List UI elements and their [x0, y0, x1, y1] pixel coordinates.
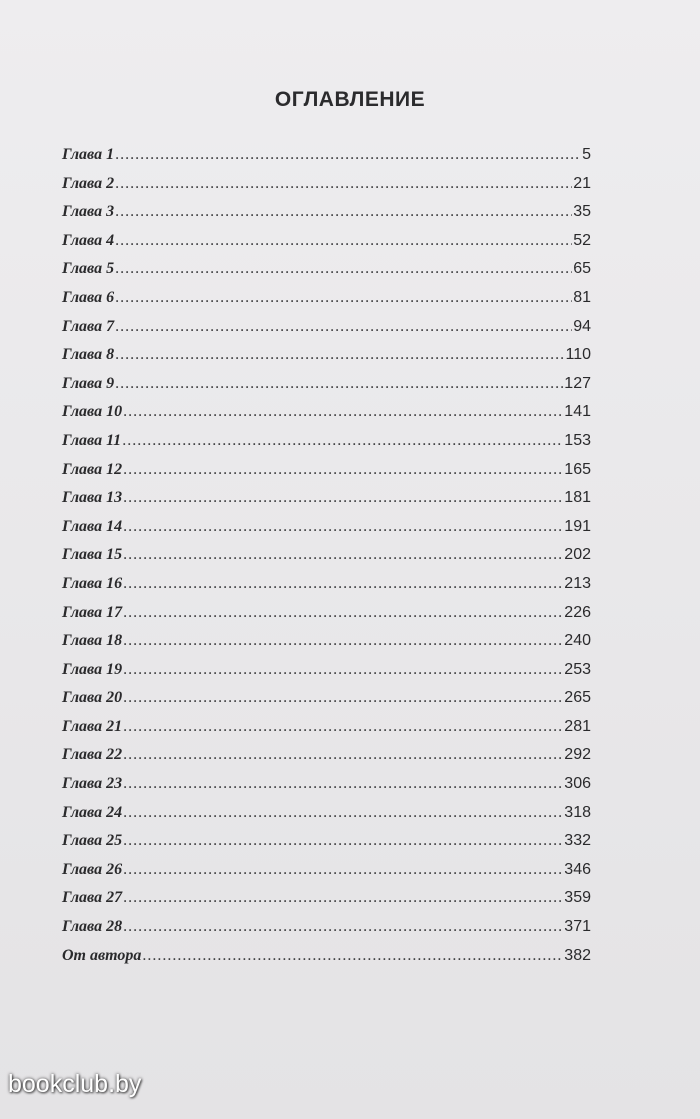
toc-entry-label: Глава 5 — [62, 260, 115, 278]
toc-entry-page-number: 371 — [564, 918, 591, 936]
toc-dot-leader — [115, 232, 572, 250]
toc-entry-label: Глава 9 — [62, 374, 115, 392]
toc-entry — [62, 947, 591, 976]
toc-entry-label: Глава 28 — [62, 918, 123, 936]
toc-dot-leader — [123, 661, 563, 679]
toc-entry-page-number: 382 — [564, 946, 591, 964]
toc-entry-label: Глава 2 — [62, 174, 115, 192]
toc-entry-page-number: 226 — [564, 603, 591, 621]
toc-entry-page-number: 240 — [564, 632, 591, 650]
toc-entry-page-number: 21 — [573, 174, 591, 192]
toc-entry — [62, 832, 591, 861]
toc-entry — [62, 575, 591, 604]
toc-entry-page-number: 202 — [564, 546, 591, 564]
toc-entry — [62, 804, 591, 833]
toc-entry-page-number: 94 — [573, 317, 591, 335]
toc-entry-page-number: 281 — [564, 717, 591, 735]
toc-entry-label: Глава 14 — [62, 517, 123, 535]
toc-entry — [62, 661, 591, 690]
toc-entry — [62, 775, 591, 804]
toc-entry-label: Глава 12 — [62, 460, 123, 478]
toc-entry-page-number: 153 — [564, 431, 591, 449]
toc-entry-page-number: 110 — [565, 346, 591, 364]
toc-dot-leader — [115, 175, 572, 193]
toc-entry — [62, 632, 591, 661]
toc-entry — [62, 203, 591, 232]
toc-entry-page-number: 265 — [564, 689, 591, 707]
toc-dot-leader — [123, 575, 563, 593]
toc-dot-leader — [123, 746, 563, 764]
toc-entry-label: Глава 20 — [62, 689, 123, 707]
toc-entry — [62, 689, 591, 718]
toc-dot-leader — [123, 889, 563, 907]
toc-entry-label: Глава 15 — [62, 546, 123, 564]
toc-entry — [62, 861, 591, 890]
toc-entry — [62, 546, 591, 575]
toc-entry-label: От автора — [62, 946, 142, 964]
toc-entry-label: Глава 23 — [62, 775, 123, 793]
toc-entry — [62, 346, 591, 375]
toc-entry-label: Глава 24 — [62, 803, 123, 821]
toc-dot-leader — [122, 432, 563, 450]
toc-dot-leader — [123, 832, 563, 850]
toc-entry — [62, 718, 591, 747]
toc-entry-page-number: 253 — [564, 660, 591, 678]
page-title: ОГЛАВЛЕНИЕ — [274, 88, 426, 111]
toc-entry-label: Глава 8 — [62, 346, 115, 364]
toc-entry-label: Глава 7 — [62, 317, 115, 335]
toc-entry-page-number: 127 — [564, 374, 591, 392]
toc-entry-page-number: 332 — [564, 832, 591, 850]
toc-entry-label: Глава 3 — [62, 203, 115, 221]
toc-entry-label: Глава 1 — [62, 146, 115, 163]
watermark: bookclub.by — [8, 1070, 142, 1098]
toc-entry-label: Глава 13 — [62, 489, 123, 507]
toc-entry-page-number: 346 — [564, 860, 591, 878]
toc-entry-page-number: 141 — [564, 403, 591, 421]
toc-entry — [62, 918, 591, 947]
toc-entry-label: Глава 11 — [62, 431, 122, 449]
table-of-contents — [62, 146, 591, 975]
toc-dot-leader — [142, 947, 563, 965]
toc-entry — [62, 146, 591, 175]
toc-entry-label: Глава 4 — [62, 231, 115, 249]
toc-entry — [62, 318, 591, 347]
toc-dot-leader — [115, 346, 564, 364]
toc-entry — [62, 375, 591, 404]
toc-dot-leader — [123, 718, 563, 736]
toc-entry-label: Глава 19 — [62, 660, 123, 678]
toc-entry — [62, 889, 591, 918]
toc-entry — [62, 403, 591, 432]
toc-dot-leader — [123, 489, 563, 507]
toc-entry — [62, 461, 591, 490]
toc-dot-leader — [123, 403, 563, 421]
toc-entry-label: Глава 16 — [62, 574, 123, 592]
toc-entry — [62, 604, 591, 633]
toc-dot-leader — [123, 632, 563, 650]
toc-entry — [62, 289, 591, 318]
toc-entry-label: Глава 27 — [62, 889, 123, 907]
toc-entry-page-number: 35 — [573, 203, 591, 221]
toc-dot-leader — [123, 689, 563, 707]
toc-entry-page-number: 213 — [564, 574, 591, 592]
toc-entry-label: Глава 18 — [62, 632, 123, 650]
toc-entry-page-number: 306 — [564, 775, 591, 793]
toc-dot-leader — [115, 318, 572, 336]
toc-entry-page-number: 65 — [573, 260, 591, 278]
toc-entry-page-number: 165 — [564, 460, 591, 478]
toc-entry — [62, 260, 591, 289]
toc-dot-leader — [115, 375, 563, 393]
toc-entry-label: Глава 25 — [62, 832, 123, 850]
toc-entry-label: Глава 22 — [62, 746, 123, 764]
toc-dot-leader — [123, 918, 563, 936]
toc-dot-leader — [123, 861, 563, 879]
toc-entry — [62, 489, 591, 518]
toc-entry — [62, 746, 591, 775]
toc-dot-leader — [115, 289, 572, 307]
toc-entry-label: Глава 10 — [62, 403, 123, 421]
toc-dot-leader — [123, 604, 563, 622]
toc-dot-leader — [123, 461, 563, 479]
toc-entry-page-number: 318 — [564, 803, 591, 821]
toc-dot-leader — [123, 546, 563, 564]
toc-dot-leader — [115, 260, 572, 278]
toc-dot-leader — [123, 804, 563, 822]
toc-dot-leader — [123, 518, 563, 536]
toc-entry-label: Глава 21 — [62, 717, 123, 735]
toc-entry-page-number: 52 — [573, 231, 591, 249]
toc-entry-page-number: 181 — [564, 489, 591, 507]
toc-entry — [62, 175, 591, 204]
toc-entry-page-number: 292 — [564, 746, 591, 764]
toc-entry-label: Глава 17 — [62, 603, 123, 621]
toc-entry — [62, 518, 591, 547]
toc-dot-leader — [123, 775, 563, 793]
toc-entry-page-number: 5 — [582, 146, 591, 163]
toc-dot-leader — [115, 146, 581, 164]
toc-entry-page-number: 191 — [564, 517, 591, 535]
toc-entry-label: Глава 26 — [62, 860, 123, 878]
toc-entry-page-number: 359 — [564, 889, 591, 907]
toc-entry-label: Глава 6 — [62, 288, 115, 306]
toc-entry — [62, 232, 591, 261]
toc-entry-page-number: 81 — [573, 288, 591, 306]
toc-entry — [62, 432, 591, 461]
toc-dot-leader — [115, 203, 572, 221]
